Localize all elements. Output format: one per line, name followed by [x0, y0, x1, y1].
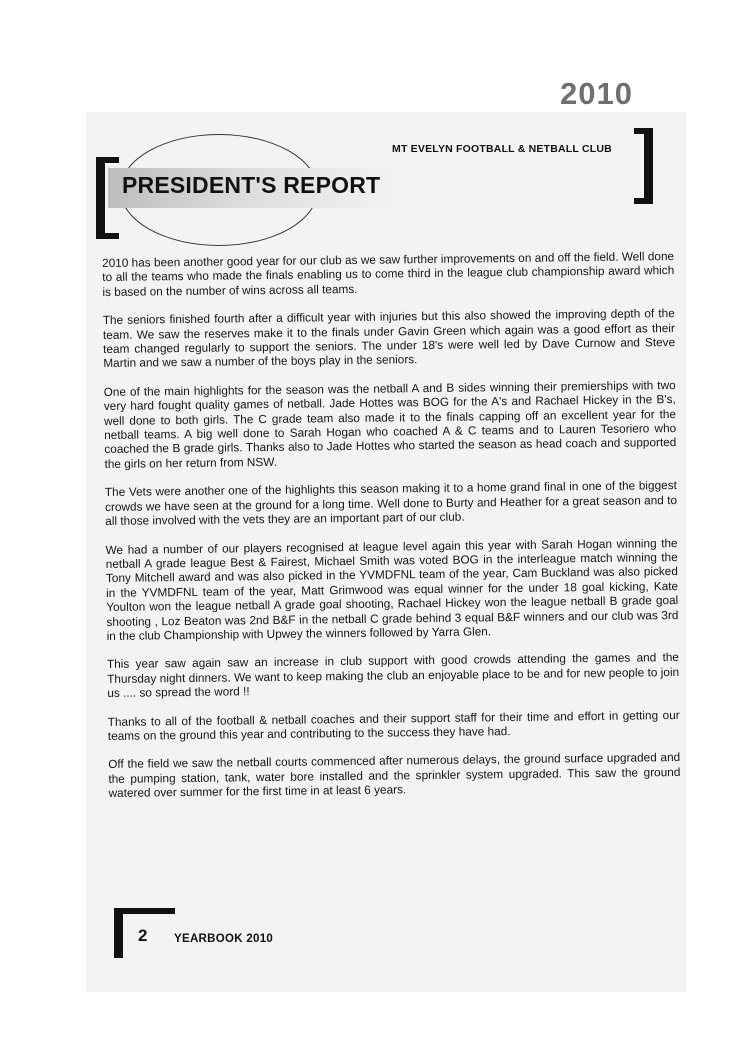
paragraph: Off the field we saw the netball courts commenced after numerous delays, the ground surface upgraded and the pumping station, tank, water bore installed and the sprinkler system upgraded. This saw the ground watered over summer for the first time in at least 6 years. — [108, 750, 681, 801]
report-body — [102, 249, 681, 815]
paragraph: 2010 has been another good year for our club as we saw further improvements on and off the field. Well done to all the teams who made the finals enabling us to come third in the league club championship award which is based on the number of wins across all teams. — [102, 249, 675, 299]
paragraph: The seniors finished fourth after a difficult year with injuries but this also showed the improving depth of the team. We saw the reserves make it to the finals under Gavin Green which again was a good effort as their team changed regularly to support the seniors. The under 18's were well led by Dave Curnow and Steve Martin and we saw a number of the boys play in the seniors. — [102, 306, 676, 371]
right-bracket — [634, 128, 653, 204]
page-title: PRESIDENT'S REPORT — [122, 172, 381, 198]
paragraph: One of the main highlights for the season was the netball A and B sides winning their premierships with two very hard fought quality games of netball. Jade Hottes was BOG for the A's and Rachael Hickey in the B's, well done to both girls. The C grade team also made it to the finals capping off an excellent year for the netball teams. A big well done to Sarah Hogan who coached A & C teams and to Lauren Tesoriero who coached the B grade girls. Thanks also to Jade Hottes who started the season as head coach and supported the girls on her return from NSW. — [103, 377, 677, 471]
page-number: 2 — [138, 926, 148, 945]
paragraph: We had a number of our players recognised at league level again this year with Sarah Hogan winning the netball A grade league Best & Fairest, Michael Smith was voted BOG in the interleague match winning the Tony Mitchell award and was also picked in the YVMDFNL team of the year, Cam Buckland was also picked in the YVMDFNL team of the year, Matt Grimwood was equal winner for the under 18 goal kicking, Kate Youlton won the league netball A grade goal shooting, Rachael Hickey won the league netball B grade goal shooting , Loz Beaton was 2nd B&F in the netball C grade behind 3 equal B&F winners and our club was 3rd in the club Championship with Upwey the winners followed by Yarra Glen. — [105, 535, 679, 643]
year-heading: 2010 — [560, 76, 633, 111]
club-name: MT EVELYN FOOTBALL & NETBALL CLUB — [392, 143, 612, 155]
footer-label: YEARBOOK 2010 — [174, 933, 274, 945]
paragraph: The Vets were another one of the highlights this season making it to a home grand final in one of the biggest crowds we have seen at the ground for a long time. Well done to Burty and Heather for a great season and to all those involved with the vets they are an important part of our club. — [104, 478, 678, 529]
paragraph: Thanks to all of the football & netball coaches and their support staff for their time and effort in getting our teams on the ground this year and contributing to the success they have had. — [107, 707, 680, 743]
paragraph: This year saw again saw an increase in club support with good crowds attending the games and the Thursday night dinners. We want to keep making the club an enjoyable place to be and for new people to join us .... so spread the word !! — [106, 650, 680, 701]
